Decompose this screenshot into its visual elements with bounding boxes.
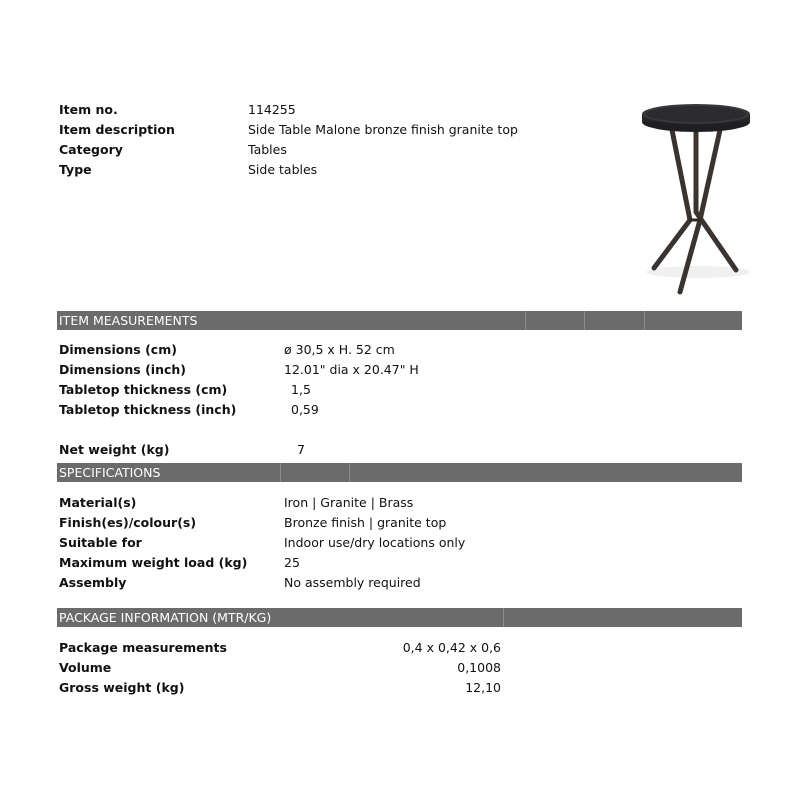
category-label: Category: [59, 142, 123, 157]
package-value: 0,1008: [457, 660, 501, 675]
package-row: [0, 658, 800, 678]
side-table-product-image: [632, 100, 760, 300]
section-header-specifications: [57, 463, 742, 482]
band-divider: [644, 311, 645, 330]
item-measurements-title: ITEM MEASUREMENTS: [59, 313, 198, 328]
item-description-value: Side Table Malone bronze finish granite top: [248, 122, 518, 137]
measurement-label: Dimensions (cm): [59, 342, 177, 357]
band-divider: [503, 608, 504, 627]
spec-label: Assembly: [59, 575, 127, 590]
measurement-label: Tabletop thickness (cm): [59, 382, 228, 397]
item-description-label: Item description: [59, 122, 175, 137]
item-no-label: Item no.: [59, 102, 118, 117]
measurement-row: [0, 340, 800, 360]
spec-row: [0, 553, 800, 573]
measurement-row: [0, 360, 800, 380]
category-value: Tables: [248, 142, 287, 157]
type-value: Side tables: [248, 162, 318, 177]
spec-label: Material(s): [59, 495, 137, 510]
band-divider: [280, 463, 281, 482]
net-weight-row: [0, 440, 800, 460]
package-row: [0, 678, 800, 698]
spec-row: [0, 533, 800, 553]
spec-label: Suitable for: [59, 535, 142, 550]
measurement-row: [0, 380, 800, 400]
spec-value: Bronze finish | granite top: [284, 515, 447, 530]
section-header-package-information: [57, 608, 742, 627]
spec-label: Maximum weight load (kg): [59, 555, 248, 570]
specifications-title: SPECIFICATIONS: [59, 465, 161, 480]
spec-row: [0, 493, 800, 513]
package-row: [0, 638, 800, 658]
spec-value: No assembly required: [284, 575, 421, 590]
type-label: Type: [59, 162, 92, 177]
measurement-row: [0, 400, 800, 420]
spec-row: [0, 573, 800, 593]
net-weight-label: Net weight (kg): [59, 442, 170, 457]
net-weight-value: 7: [297, 442, 305, 457]
measurement-value: 0,59: [291, 402, 319, 417]
package-label: Package measurements: [59, 640, 227, 655]
measurement-value: 12.01" dia x 20.47" H: [284, 362, 419, 377]
item-no-value: 114255: [248, 102, 296, 117]
measurement-value: ø 30,5 x H. 52 cm: [284, 342, 395, 357]
band-divider: [584, 311, 585, 330]
band-divider: [349, 463, 350, 482]
section-header-item-measurements: [57, 311, 742, 330]
package-label: Gross weight (kg): [59, 680, 185, 695]
measurement-value: 1,5: [291, 382, 311, 397]
package-label: Volume: [59, 660, 112, 675]
package-value: 12,10: [465, 680, 501, 695]
spec-label: Finish(es)/colour(s): [59, 515, 197, 530]
spec-value: Iron | Granite | Brass: [284, 495, 414, 510]
spec-value: Indoor use/dry locations only: [284, 535, 466, 550]
measurement-label: Dimensions (inch): [59, 362, 186, 377]
spec-row: [0, 513, 800, 533]
package-information-title: PACKAGE INFORMATION (MTR/KG): [59, 610, 272, 625]
package-value: 0,4 x 0,42 x 0,6: [402, 640, 501, 655]
spec-value: 25: [284, 555, 300, 570]
band-divider: [525, 311, 526, 330]
measurement-label: Tabletop thickness (inch): [59, 402, 237, 417]
